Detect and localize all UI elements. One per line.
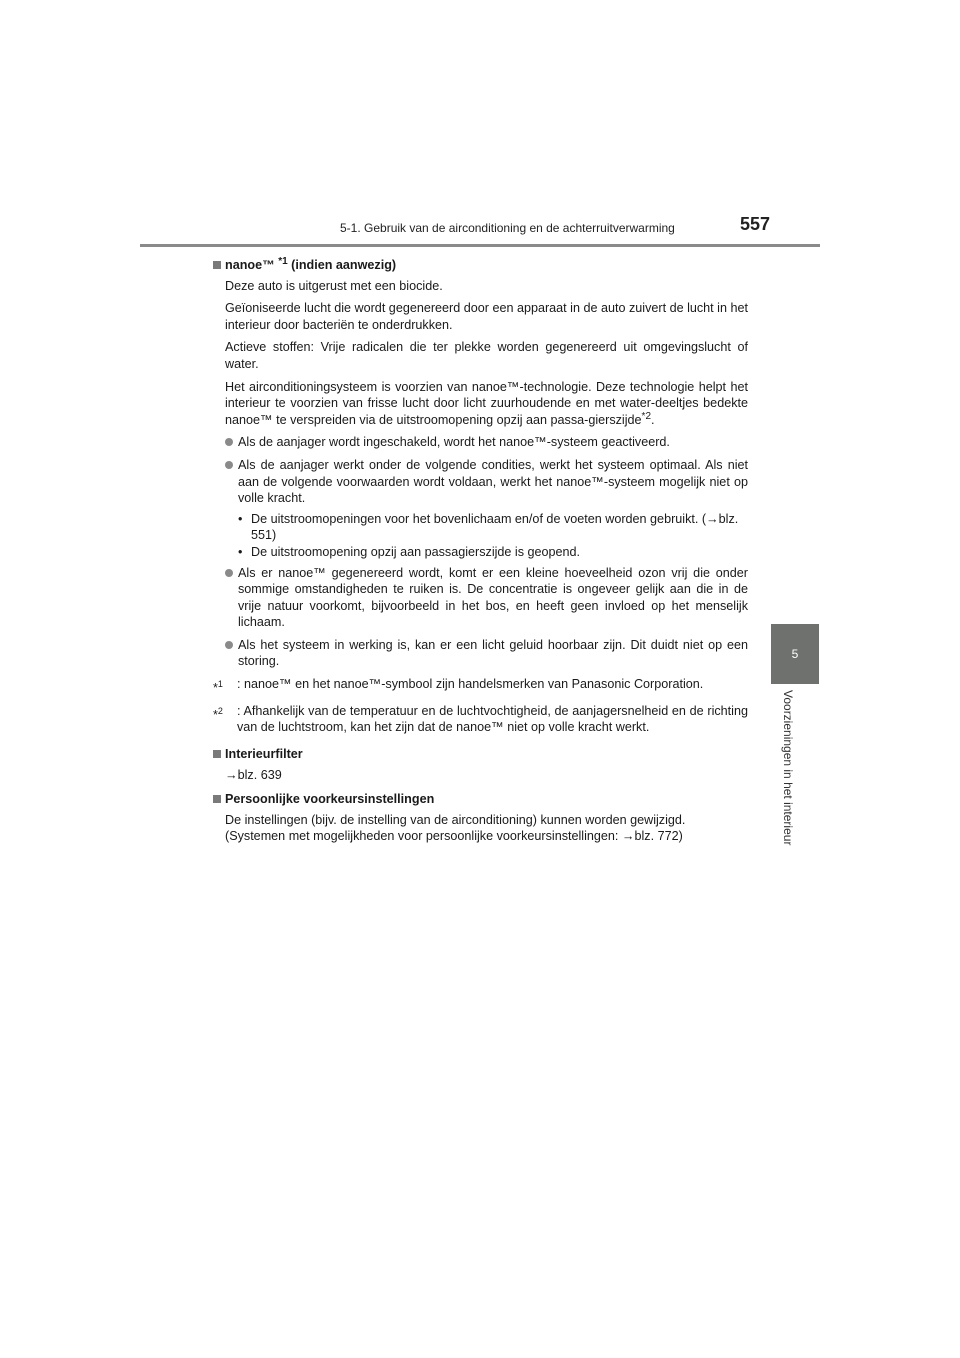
- footnote: [213, 676, 748, 697]
- chapter-number: 5: [791, 647, 799, 661]
- footnote-text: : Afhankelijk van de temperatuur en de luchtvochtigheid, de aanjagersnelheid en de richting van de luchtstroom, kan het zijn dat de nanoe™ niet op volle kracht werkt.: [237, 703, 748, 735]
- square-bullet-icon: [213, 750, 221, 758]
- round-bullet-icon: [225, 569, 233, 577]
- round-bullet-icon: [225, 641, 233, 649]
- round-bullet-icon: [225, 438, 233, 446]
- nanoe-paragraph: Deze auto is uitgerust met een biocide.: [225, 278, 443, 293]
- page-reference: →blz. 639: [225, 767, 282, 782]
- footnote-mark: [213, 676, 237, 697]
- square-bullet-icon: [213, 261, 221, 269]
- list-item: [225, 565, 748, 631]
- footnote-asterisk: *: [213, 708, 218, 723]
- footnote-number: 2: [217, 705, 223, 716]
- list-item: [225, 434, 748, 451]
- page-number: 557: [740, 214, 771, 234]
- personal-paragraph: (Systemen met mogelijkheden voor persoonlijke voorkeursinstellingen: →blz. 772): [225, 829, 683, 844]
- filter-heading: [213, 746, 748, 763]
- chapter-tab: [771, 624, 819, 684]
- footnote-ref: *1: [278, 255, 288, 267]
- footnote-asterisk: *: [213, 681, 218, 696]
- footnote-number: 1: [217, 679, 223, 690]
- list-item-text: Als de aanjager wordt ingeschakeld, wordt het nanoe™-systeem geactiveerd.: [238, 435, 670, 450]
- list-item-text: Als er nanoe™ gegenereerd wordt, komt er een kleine hoeveelheid ozon vrij die onder sommige omstandigheden te ruiken is. De concentratie is ongeveer gelijk aan die in de vrije natuur voorkomt, bijvoorbeeld in het bos, en heeft geen invloed op het menselijk lichaam.: [238, 565, 748, 630]
- page-content: [213, 257, 748, 851]
- square-bullet-icon: [213, 795, 221, 803]
- list-item-text: Als het systeem in werking is, kan er een licht geluid hoorbaar zijn. Dit duidt niet op een storing.: [238, 637, 748, 669]
- section-title: 5-1. Gebruik van de airconditioning en de achterruitverwarming: [340, 221, 675, 235]
- nanoe-paragraph: [225, 379, 748, 429]
- footnote: [213, 703, 748, 736]
- footnote-text: : nanoe™ en het nanoe™-symbool zijn handelsmerken van Panasonic Corporation.: [237, 677, 704, 692]
- nanoe-heading-text: nanoe™: [225, 258, 279, 272]
- nanoe-heading-suffix: (indien aanwezig): [287, 258, 397, 272]
- sub-list-item: • De uitstroomopening opzij aan passagierszijde is geopend.: [238, 544, 748, 561]
- footnote-ref: *2: [641, 410, 651, 422]
- list-item-text: Als de aanjager werkt onder de volgende condities, werkt het systeem optimaal. Als niet aan de volgende voorwaarden wordt voldaan, werkt het nanoe™-systeem mogelijk niet op volle kracht.: [238, 457, 748, 506]
- chapter-label: Voorzieningen in het interieur: [781, 690, 795, 846]
- personal-settings-heading: [213, 791, 748, 808]
- round-bullet-icon: [225, 461, 233, 469]
- nanoe-heading: [213, 257, 748, 274]
- footnote-mark: [213, 703, 237, 736]
- list-item: [225, 457, 748, 507]
- list-item: [225, 637, 748, 670]
- sub-list-item: • De uitstroomopeningen voor het bovenlichaam en/of de voeten worden gebruikt. (→blz. 551): [238, 511, 748, 544]
- personal-paragraph: De instellingen (bijv. de instelling van de airconditioning) kunnen worden gewijzigd.: [225, 812, 686, 827]
- personal-heading-text: Persoonlijke voorkeursinstellingen: [225, 792, 435, 807]
- sub-list: [238, 511, 748, 561]
- filter-heading-text: Interieurfilter: [225, 747, 303, 762]
- nanoe-paragraph: Actieve stoffen: Vrije radicalen die ter plekke worden gegenereerd uit omgevingslucht of water.: [225, 340, 748, 371]
- nanoe-paragraph-end: .: [651, 412, 655, 427]
- header-divider: [140, 244, 820, 247]
- nanoe-paragraph: Geïoniseerde lucht die wordt gegenereerd door een apparaat in de auto zuivert de lucht in het interieur door bacteriën te onderdrukken.: [225, 301, 748, 332]
- nanoe-paragraph-text: Het airconditioningsysteem is voorzien van nanoe™-technologie. Deze technologie helpt het interieur te voorzien van frisse lucht door licht zuurhoudende en met water-deeltjes bedekte nanoe™ te verspreiden via de uitstroomopening opzij aan passa-gierszijde: [225, 379, 748, 427]
